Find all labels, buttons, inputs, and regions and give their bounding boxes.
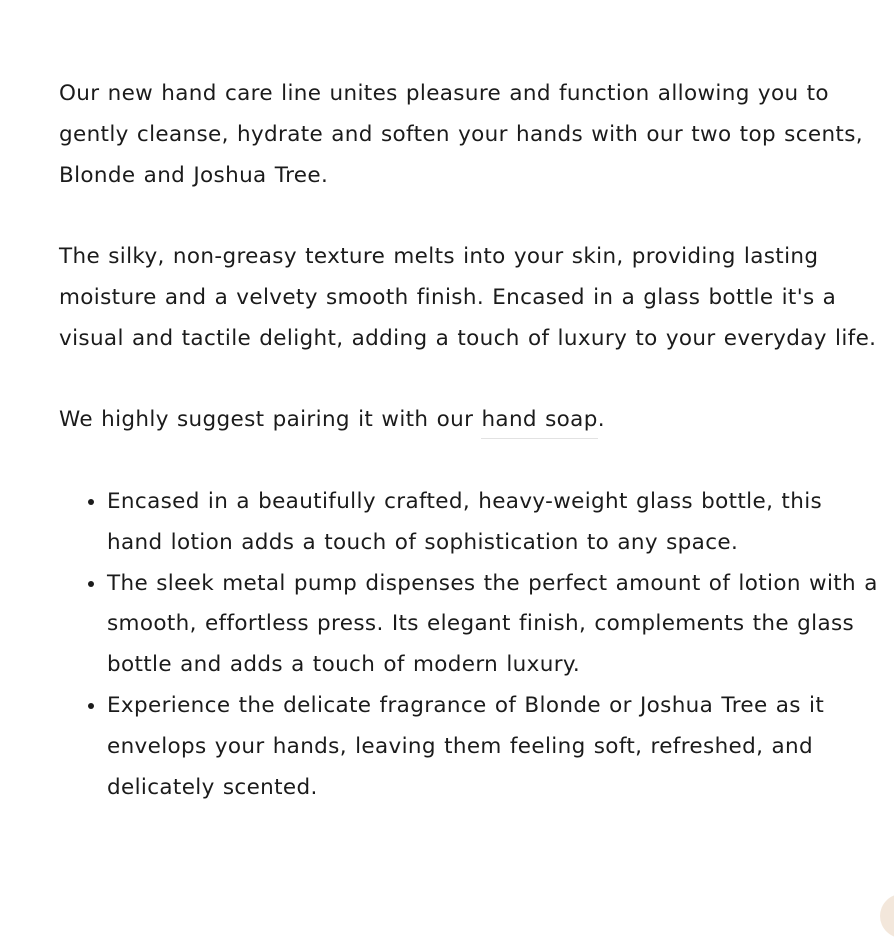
feature-item-pump: • The sleek metal pump dispenses the perfect amount of lotion with a smooth, effortless press. Its elegant finish, complements the glass bottle and adds a touch of modern luxury. (107, 564, 879, 686)
description-paragraph-3 (59, 400, 879, 441)
feature-item-fragrance: • Experience the delicate fragrance of Blonde or Joshua Tree as it envelops your hands, leaving them feeling soft, refreshed, and delicately scented. (107, 686, 879, 808)
feature-item-bottle: • Encased in a beautifully crafted, heavy-weight glass bottle, this hand lotion adds a touch of sophistication to any space. (107, 482, 879, 564)
hand-soap-link[interactable]: hand soap (481, 407, 597, 439)
pairing-period: . (597, 407, 605, 433)
pairing-text: We highly suggest pairing it with our (59, 407, 482, 433)
feature-list (59, 482, 879, 808)
product-description (59, 74, 879, 808)
description-paragraph-1: Our new hand care line unites pleasure and function allowing you to gently cleanse, hydrate and soften your hands with our two top scents, Blonde and Joshua Tree. (59, 81, 863, 188)
description-paragraph-2: The silky, non-greasy texture melts into your skin, providing lasting moisture and a velvety smooth finish. Encased in a glass bottle it's a visual and tactile delight, adding a touch of luxury to your everyday life. (59, 244, 877, 351)
corner-decoration (880, 894, 894, 938)
